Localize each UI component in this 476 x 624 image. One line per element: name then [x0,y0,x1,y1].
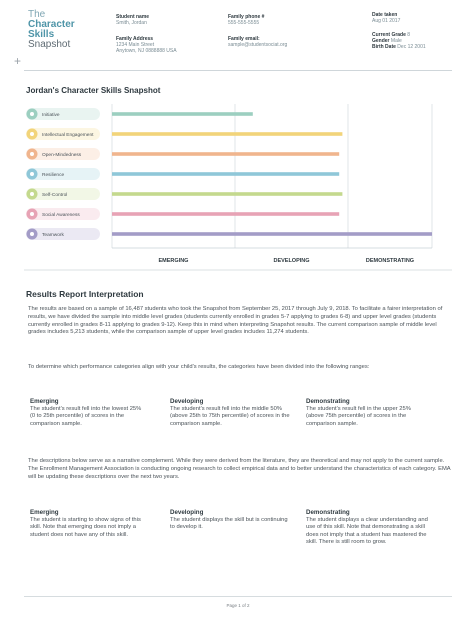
range-developing-text: The student's result fell into the middle 50% (above 25th to 75th percentile) of scores in the comparison sample. [170,405,290,427]
range-demonstrating-text: The student's result fell in the upper 25% (above 75th percentile) of scores in the comparison sample. [306,405,411,427]
plus-icon: + [14,54,22,68]
family-phone-value: 555-555-5555 [228,20,260,26]
description-emerging-text: The student is starting to show signs of this skill. Note that emerging does not imply a student does not have any of this skill. [30,516,141,538]
student-name-label: Student name [116,14,150,20]
description-demonstrating-head: Demonstrating [306,509,350,516]
description-developing-text: The student displays the skill but is continuing to develop it. [170,516,288,531]
description-demonstrating [306,509,430,547]
gender-value: Male [390,38,402,44]
globe-icon-glyph [30,172,34,176]
range-label-developing: DEVELOPING [273,258,310,264]
range-demonstrating-head: Demonstrating [306,398,350,405]
team-icon-glyph [30,232,34,236]
range-label-demonstrating: DEMONSTRATING [365,258,415,264]
logo-line-2: Character [28,19,75,30]
range-emerging-text: The student's result fell into the lowest 25% (0 to 25th percentile) of scores in the comparison sample. [30,405,142,427]
category-label-3: Resilience [42,172,65,178]
gender-label: Gender [372,38,390,44]
bar-5 [112,212,339,216]
skills-chart [0,0,476,280]
range-demonstrating [306,398,424,428]
birth-date-value: Dec 12 2001 [397,44,426,50]
report-title: Results Report Interpretation [26,289,144,299]
flag-icon-glyph [30,112,34,116]
grade-label: Current Grade [372,32,406,38]
open-book-icon-glyph [30,152,34,156]
range-emerging [30,398,148,428]
description-demonstrating-text: The student displays a clear understanding and use of this skill. Note that demonstrating a skill does not imply that a student has mastered the skill. There is still room to grow. [306,516,428,546]
report-paragraph-3: The descriptions below serve as a narrative complement. While they were derived from the literature, they are theoretical and may not apply to the current sample. The Enrollment Management Association is conducting ongoing research to collect empirical data and to better understand the characteristics of each category. EMA will be updating these descriptions over the next two years. [28,458,451,480]
date-taken-label: Date taken [372,12,398,18]
category-label-2: Open-Mindedness [42,152,82,158]
bar-6 [112,232,432,236]
family-address-line2: Anytown, NJ 0888888 USA [116,48,177,54]
range-developing [170,398,292,428]
family-address-label: Family Address [116,36,154,42]
logo-line-1: The [28,9,46,20]
student-name-value: Smith, Jordan [116,20,147,26]
category-label-1: Intellectual Engagement [42,132,94,138]
report-paragraph-2: To determine which performance categories align with your child's results, the categories have been divided into the following ranges: [28,364,370,370]
range-emerging-head: Emerging [30,398,59,405]
family-email-label: Family email: [228,36,260,42]
family-phone-label: Family phone # [228,14,265,20]
range-developing-head: Developing [170,398,204,405]
lightbulb-icon-glyph [30,132,34,136]
bar-4 [112,192,342,196]
chart-title: Jordan's Character Skills Snapshot [26,86,161,95]
category-label-6: Teamwork [42,232,64,238]
description-developing-head: Developing [170,509,204,516]
grade-value: 8 [407,32,411,38]
description-emerging-head: Emerging [30,509,59,516]
bar-2 [112,152,339,156]
category-label-0: Initiative [42,112,60,118]
bar-0 [112,112,253,116]
compass-icon-glyph [30,212,34,216]
category-label-4: Self-Control [42,192,68,198]
family-email-value: sample@studentsociat.org [228,42,288,48]
logo-line-3: Skills [28,29,55,40]
category-label-5: Social Awareness [42,212,80,218]
footer-divider [24,596,452,597]
date-taken-value: Aug 01 2017 [372,18,401,24]
logo-line-4: Snapshot [28,39,71,50]
range-label-emerging: EMERGING [158,258,189,264]
birth-date-label: Birth Date [372,44,396,50]
bar-1 [112,132,342,136]
page-footer: Page 1 of 2 [226,603,250,608]
bar-3 [112,172,339,176]
description-developing [170,509,294,532]
report-paragraph-1: The results are based on a sample of 16,487 students who took the Snapshot from September 25, 2017 through July 9, 2018. To facilitate a fairer interpretation of results, we have divided the sample into middle level grades (students currently enrolled in grades 5-7 applying to grades 6-8) and upper level grades (students currently enrolled in grades 8-11 applying to grades 9-12). Keep this in mind when interpreting Snapshot results. The current comparison sample of middle level grades includes 5,213 students, while the comparison sample of upper level grades includes 11,274 students. [28,306,443,336]
family-address-line1: 1234 Main Street [116,42,155,48]
description-emerging [30,509,150,539]
target-icon-glyph [30,192,34,196]
